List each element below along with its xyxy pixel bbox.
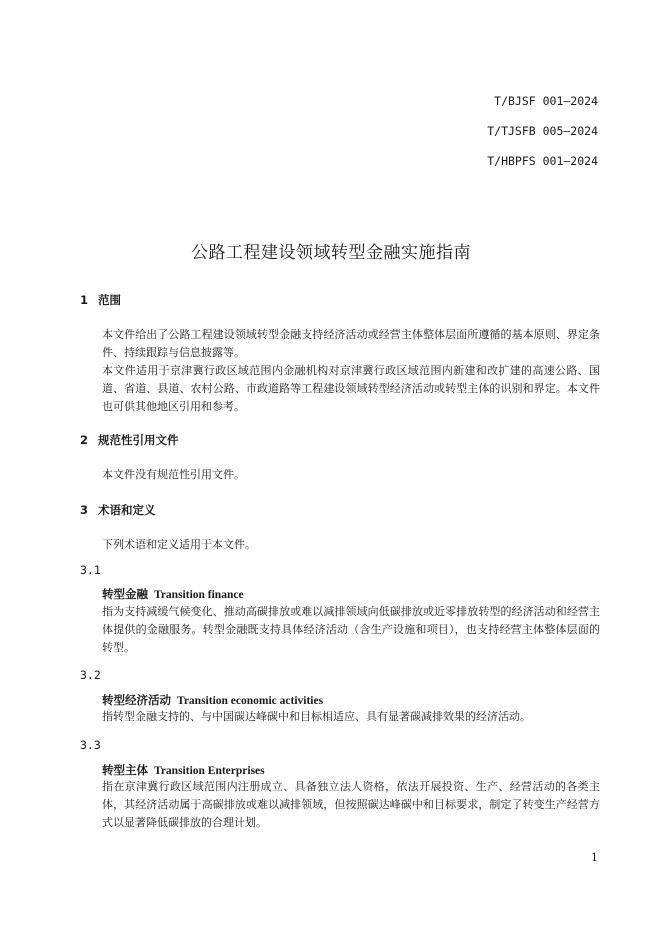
term-definition-3-1: 指为支持减缓气候变化、推动高碳排放或难以减排领域向低碳排放或近零排放转型的经济活动和经营主体提供的金融服务。转型金融既支持具体经济活动（含生产设施和项目），也支持经营主体整体层面的转型。 bbox=[102, 605, 600, 654]
term-number-3-3: 3.3 bbox=[80, 738, 101, 752]
term-number-3-2: 3.2 bbox=[80, 668, 101, 682]
standard-code: T/HBPFS 001—2024 bbox=[487, 154, 598, 168]
document-title: 公路工程建设领域转型金融实施指南 bbox=[191, 243, 471, 263]
section-1-paragraph-1: 本文件给出了公路工程建设领域转型金融支持经济活动或经营主体整体层面所遵循的基本原则、界定条件、持续跟踪与信息披露等。 bbox=[102, 328, 600, 359]
term-title-3-2: 转型经济活动 Transition economic activities bbox=[102, 693, 324, 707]
section-3-paragraph-1: 下列术语和定义适用于本文件。 bbox=[102, 538, 256, 551]
term-definition-3-3: 指在京津冀行政区域范围内注册成立、具备独立法人资格，依法开展投资、生产、经营活动的各类主体，其经济活动属于高碳排放或难以减排领域，但按照碳达峰碳中和目标要求，制定了转变生产经营方式以显著降低碳排放的合理计划。 bbox=[102, 780, 600, 829]
section-heading-1: 1 范围 bbox=[80, 293, 121, 307]
term-definition-3-2: 指转型金融支持的、与中国碳达峰碳中和目标相适应、具有显著碳减排效果的经济活动。 bbox=[102, 710, 531, 723]
standard-code: T/TJSFB 005—2024 bbox=[487, 124, 598, 138]
term-title-3-3: 转型主体 Transition Enterprises bbox=[102, 763, 265, 777]
section-heading-2: 2 规范性引用文件 bbox=[80, 433, 179, 447]
standard-codes bbox=[487, 92, 598, 182]
standard-code: T/BJSF 001—2024 bbox=[494, 94, 598, 108]
term-number-3-1: 3.1 bbox=[80, 563, 101, 577]
section-1-paragraph-2: 本文件适用于京津冀行政区域范围内金融机构对京津冀行政区域范围内新建和改扩建的高速公路、国道、省道、县道、农村公路、市政道路等工程建设领域转型经济活动或转型主体的识别和界定。本文件也可供其他地区引用和参考。 bbox=[102, 364, 600, 413]
section-heading-3: 3 术语和定义 bbox=[80, 503, 156, 517]
section-2-paragraph-1: 本文件没有规范性引用文件。 bbox=[102, 468, 245, 481]
page-number: 1 bbox=[591, 851, 598, 864]
term-title-3-1: 转型金融 Transition finance bbox=[102, 587, 244, 601]
